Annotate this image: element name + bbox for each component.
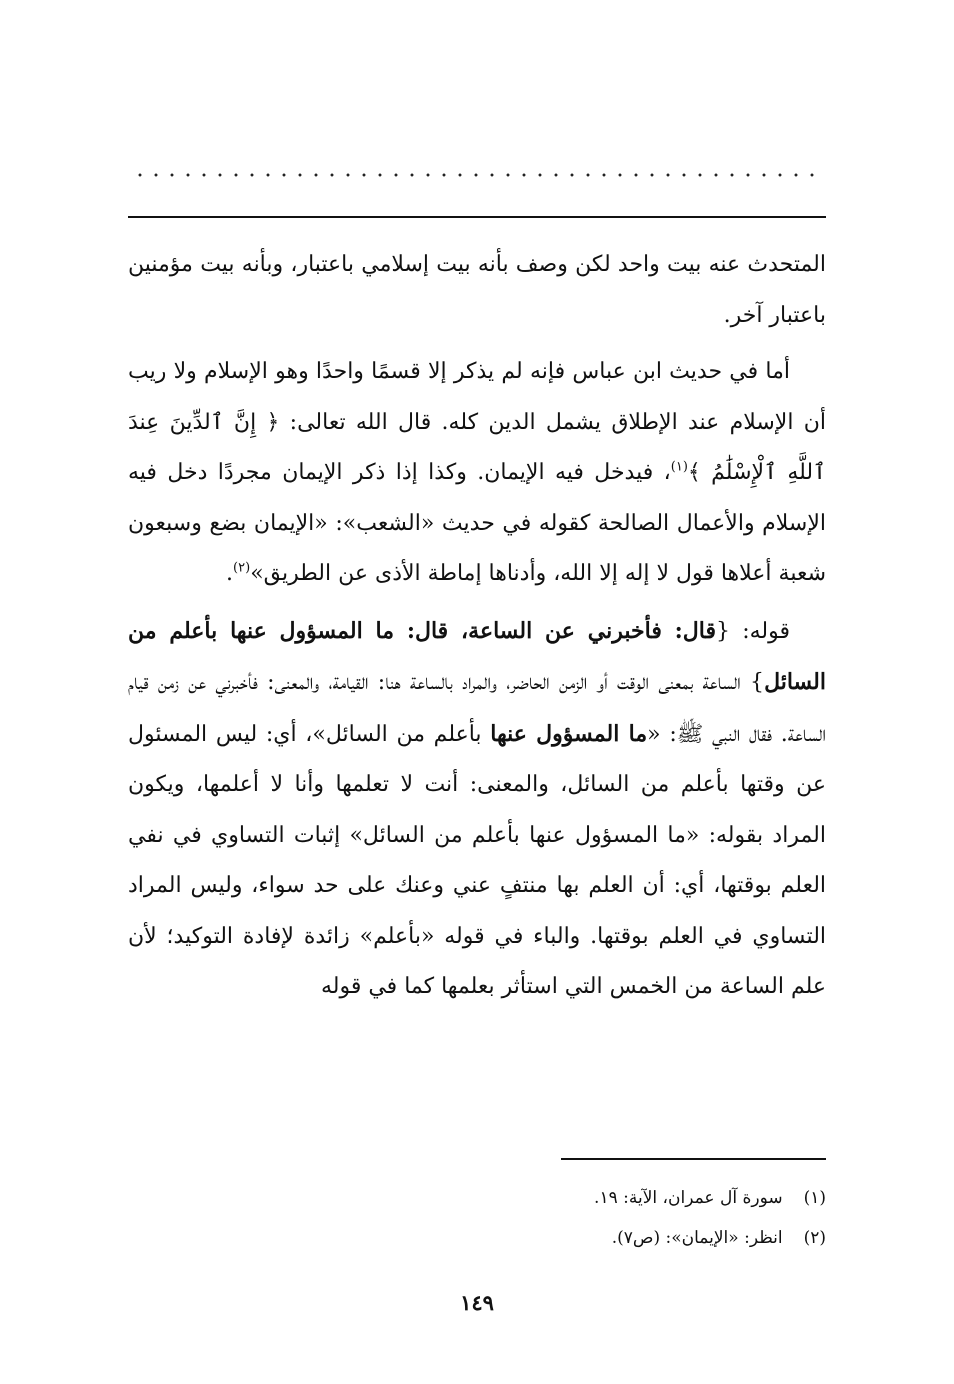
line: الأذى عن الطريق» xyxy=(250,561,421,586)
footnotes xyxy=(128,1178,826,1258)
line: القيامة، والمعنى: فأخبرني عن زمن قيام الساعة. فقال النبي ﷺ: xyxy=(128,670,826,747)
top-rule xyxy=(128,216,826,218)
paragraph-3 xyxy=(128,606,826,1013)
hadith-quote: قال: فأخبرني عن الساعة، قال: ما المسؤول عنها بأعلم من xyxy=(128,617,717,644)
line: العلم بوقتها، أي: أن العلم بها منتفٍ عني وعنك على حد سواء، وليس xyxy=(190,873,827,898)
paragraph-2 xyxy=(128,347,826,600)
line: } الساعة بمعنى الوقت أو الزمن الحاضر، والمراد بالساعة هنا: xyxy=(377,670,765,695)
quran-verse: ٱلدِّينَ عِندَ ٱللَّهِ ٱلْإِسْلَٰمُ ﴾ xyxy=(128,409,827,485)
line: المتحدث عنه بيت واحد لكن وصف بأنه بيت إسلامي باعتبار، وبأنه بيت xyxy=(200,252,826,277)
hadith-quote: السائل xyxy=(764,669,826,695)
line: «الإيمان بضع وسبعون شعبة أعلاها قول لا إله إلا الله، وأدناها إماطة xyxy=(128,510,826,586)
quran-verse: ﴿ إِنَّ xyxy=(233,409,280,435)
footnote-ref: (٢) xyxy=(233,560,251,576)
footnote-text: سورة آل عمران، الآية: ١٩. xyxy=(594,1188,783,1208)
hadith-quote: ما المسؤول عنها xyxy=(490,720,648,747)
line: « xyxy=(647,721,661,747)
line: ولا ريب أن الإسلام عند الإطلاق يشمل الدين كله. قال الله تعالى: xyxy=(128,359,826,435)
footnote-text: انظر: «الإيمان»: (ص٧). xyxy=(611,1228,783,1248)
footnote-rule xyxy=(561,1158,826,1160)
main-text xyxy=(128,240,826,1019)
line: مؤمنين باعتبار آخر. xyxy=(128,252,826,328)
footnote-number: (١) xyxy=(803,1188,826,1208)
page-number: ١٤٩ xyxy=(460,1290,494,1315)
line: المراد التساوي في العلم بوقتها. والباء في قوله «بأعلم» زائدة لإفادة xyxy=(128,873,827,949)
line: بقوله: «ما المسؤول عنها بأعلم من السائل» إثبات التساوي في نفي xyxy=(128,822,764,848)
line: ، فيدخل فيه الإيمان. وكذا إذا ذكر الإيمان xyxy=(282,460,671,485)
line: أما في حديث ابن عباس فإنه لم يذكر إلا قسمًا واحدًا وهو الإسلام xyxy=(204,359,790,384)
footnote-number: (٢) xyxy=(803,1228,826,1248)
line: بأعلم من السائل»، أي: ليس المسئول عن وقتها xyxy=(128,721,826,797)
footnote-ref: (١) xyxy=(670,459,688,475)
footnote xyxy=(128,1218,826,1258)
dotted-separator xyxy=(128,170,826,180)
paragraph-1 xyxy=(128,240,826,341)
line: . xyxy=(226,561,234,586)
footnote xyxy=(128,1178,826,1218)
line: مجردًا دخل فيه الإسلام والأعمال الصالحة كقوله في حديث «الشعب»: xyxy=(128,460,826,536)
line: التوكيد؛ لأن علم الساعة من الخمس التي استأثر بعلمها كما في قوله xyxy=(128,923,826,999)
line: قوله: { xyxy=(716,618,790,644)
line: بأعلم من السائل، والمعنى: أنت لا تعلمها وأنا لا أعلمها، ويكون المراد xyxy=(128,772,826,848)
